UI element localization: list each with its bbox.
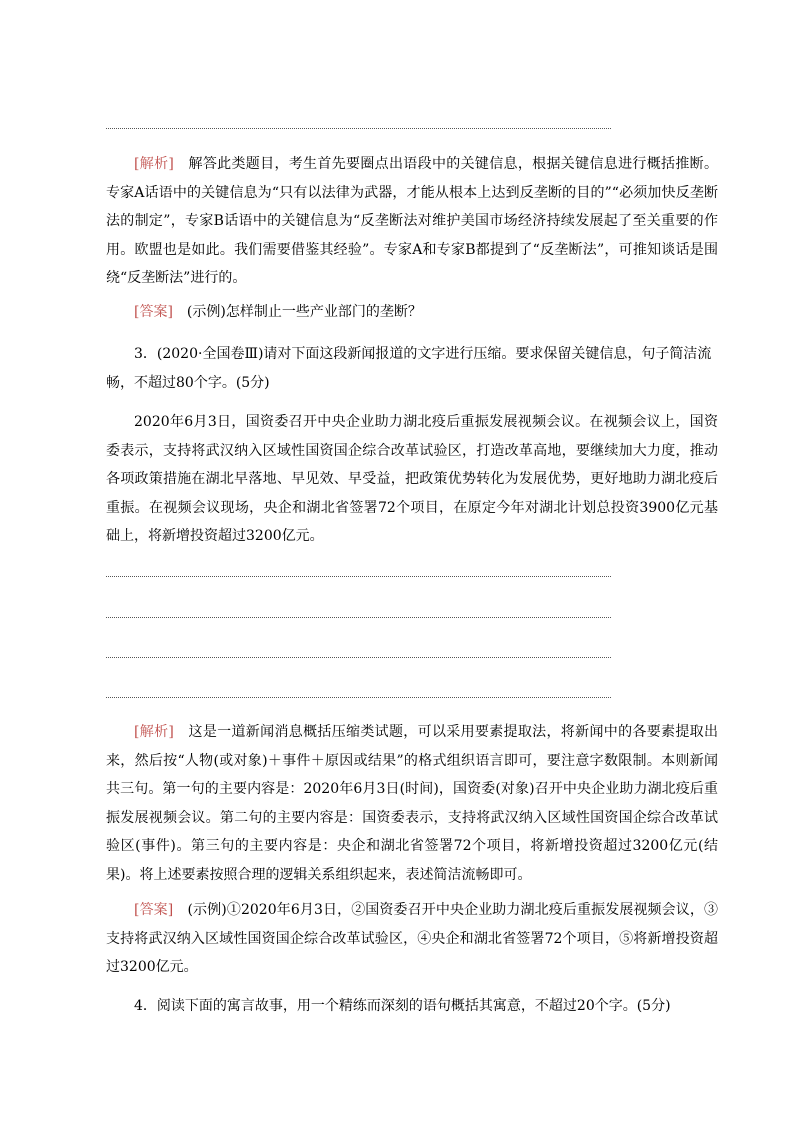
answer-tag: [答案] — [134, 304, 173, 320]
answer-line-2 — [106, 576, 611, 577]
analysis-paragraph-3 — [106, 718, 718, 889]
answer-line-3 — [106, 617, 611, 618]
question-3-prompt: 3．(2020·全国卷Ⅲ)请对下面这段新闻报道的文字进行压缩。要求保留关键信息，句子简洁流畅，不超过80个字。(5分) — [106, 346, 712, 391]
answer-tag: [答案] — [134, 902, 174, 918]
answer-paragraph-3 — [106, 896, 718, 982]
answer-line-1 — [106, 128, 611, 129]
question-4-prompt: 4．阅读下面的寓言故事，用一个精练而深刻的语句概括其寓意，不超过20个字。(5分) — [134, 998, 671, 1014]
analysis-tag: [解析] — [134, 724, 174, 740]
answer-line-4 — [106, 657, 611, 658]
answer-text: (示例)怎样制止一些产业部门的垄断？ — [172, 304, 422, 320]
analysis-tag: [解析] — [134, 156, 174, 172]
analysis-text: 解答此类题目，考生首先要圈点出语段中的关键信息，根据关键信息进行概括推断。专家A话语中的关键信息为“只有以法律为武器，才能从根本上达到反垄断的目的”“必须加快反垄断法的制定”，专家B话语中的关键信息为“反垄断法对维护美国市场经济持续发展起了至关重要的作用。欧盟也是如此。我们需要借鉴其经验”。专家A和专家B都提到了“反垄断法”，可推知谈话是围绕“反垄断法”进行的。 — [106, 156, 718, 286]
answer-paragraph-1 — [106, 298, 718, 327]
answer-line-5 — [106, 697, 611, 698]
analysis-paragraph-1 — [106, 150, 718, 293]
question-3-passage: 2020年6月3日，国资委召开中央企业助力湖北疫后重振发展视频会议。在视频会议上，国资委表示，支持将武汉纳入区域性国资国企综合改革试验区，打造改革高地，要继续加大力度，推动各项政策措施在湖北早落地、早见效、早受益，把政策优势转化为发展优势，更好地助力湖北疫后重振。在视频会议现场，央企和湖北省签署72个项目，在原定今年对湖北计划总投资3900亿元基础上，将新增投资超过3200亿元。 — [106, 414, 718, 544]
answer-text: (示例)①2020年6月3日，②国资委召开中央企业助力湖北疫后重振发展视频会议，③支持将武汉纳入区域性国资国企综合改革试验区，④央企和湖北省签署72个项目，⑤将新增投资超过3200亿元。 — [106, 902, 718, 975]
analysis-text: 这是一道新闻消息概括压缩类试题，可以采用要素提取法，将新闻中的各要素提取出来，然后按“人物(或对象)＋事件＋原因或结果”的格式组织语言即可，要注意字数限制。本则新闻共三句。第一句的主要内容是：2020年6月3日(时间)，国资委(对象)召开中央企业助力湖北疫后重振发展视频会议。第二句的主要内容是：国资委表示，支持将武汉纳入区域性国资国企综合改革试验区(事件)。第三句的主要内容是：央企和湖北省签署72个项目，将新增投资超过3200亿元(结果)。将上述要素按照合理的逻辑关系组织起来，表述简洁流畅即可。 — [106, 724, 718, 883]
